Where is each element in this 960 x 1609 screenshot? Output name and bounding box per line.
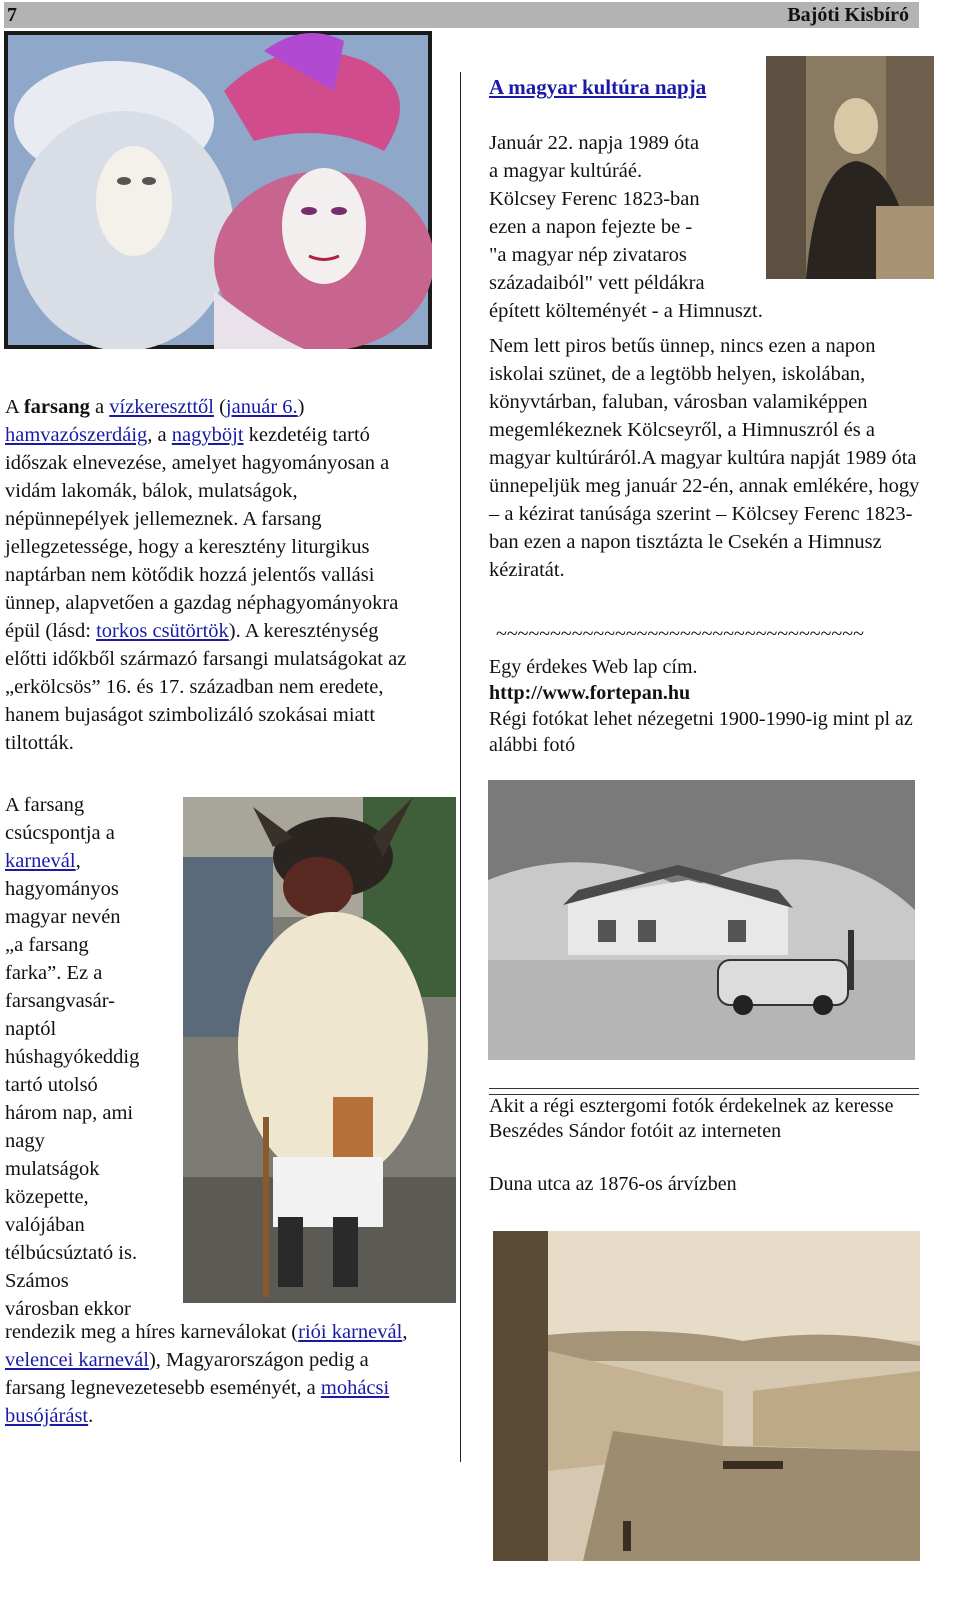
text-line: A farsang: [5, 794, 85, 816]
text-segment: ,: [75, 850, 81, 872]
text-segment: (: [213, 396, 226, 418]
text-segment: , a: [147, 424, 172, 446]
text-line: naptól: [5, 1018, 57, 1040]
text-line: farsangvasár-: [5, 990, 115, 1012]
text-line: ezen a napon fejezte be -: [489, 216, 693, 238]
bold-term: farsang: [23, 396, 90, 418]
web-section: [489, 654, 921, 758]
text-line: magyar nevén: [5, 906, 121, 928]
esztergom-text: Akit a régi esztergomi fotók érdekelnek az keresse Beszédes Sándor fotóit az interneten: [489, 1095, 894, 1142]
text-line: századaiból" vett példákra: [489, 272, 705, 294]
text-line: télbúcsúztató is.: [5, 1242, 138, 1264]
text-segment: ), Magyarországon pedig a farsang legnevezetesebb eseményét, a: [5, 1349, 369, 1399]
page-header: [4, 2, 919, 28]
text-segment: ,: [402, 1321, 408, 1343]
karneval-paragraph-tail: [5, 1318, 425, 1430]
text-line: nagy: [5, 1130, 45, 1152]
text-segment: ): [297, 396, 305, 418]
link-januar[interactable]: január 6.: [225, 396, 298, 418]
column-divider: [460, 72, 461, 1462]
text-segment: .: [88, 1405, 94, 1427]
text-line: hagyományos: [5, 878, 119, 900]
esztergom-note: [489, 1094, 919, 1144]
link-nagybojt[interactable]: nagyböjt: [171, 424, 244, 446]
fortepan-bus-photo: [488, 780, 915, 1060]
text-line: három nap, ami: [5, 1102, 134, 1124]
text-line: Számos: [5, 1270, 69, 1292]
text-line: városban ekkor: [5, 1298, 131, 1320]
newsletter-title: Bajóti Kisbíró: [787, 4, 909, 26]
farsang-article: [5, 393, 425, 757]
tilde-separator: ~~~~~~~~~~~~~~~~~~~~~~~~~~~~~~~~~~: [496, 623, 864, 645]
text-line: „a farsang: [5, 934, 89, 956]
text-line: a magyar kultúráé.: [489, 160, 643, 182]
text-line: Kölcsey Ferenc 1823-ban: [489, 188, 700, 210]
text-line: mulatságok: [5, 1158, 100, 1180]
kultura-paragraph: [489, 332, 921, 584]
fortepan-url[interactable]: http://www.fortepan.hu: [489, 682, 691, 704]
web-description: Régi fotókat lehet nézegetni 1900-1990-ig mint pl az alábbi fotó: [489, 708, 913, 756]
text-line: Január 22. napja 1989 óta: [489, 132, 700, 154]
heading-magyar-kultura-napja[interactable]: A magyar kultúra napja: [489, 75, 707, 99]
text-line: húshagyókeddig: [5, 1046, 140, 1068]
duna-utca-flood-photo: [493, 1231, 920, 1561]
text-line: "a magyar nép zivataros: [489, 244, 687, 266]
kultura-text: Nem lett piros betűs ünnep, nincs ezen a napon iskolai szünet, de a legtöbb helyen, iskolában, könyvtárban, faluban, városban valamiképpen megemlékeznek Kölcseyről, a Himnuszról és a magyar kultúráról.A magyar kultúra napját 1989 óta ünnepeljük meg január 22-én, annak emlékére, hogy – a kézirat tanúsága szerint – Kölcsey Ferenc 1823-ban ezen a napon tisztázta le Csekén a Himnusz kéziratát.: [489, 335, 920, 581]
text-segment: kezdetéig tartó időszak elnevezése, amelyet hagyományosan a vidám lakomák, bálok, mulatságok, népünnepélyek jellemeznek. A farsang jellegzetessége, hogy a keresztény liturgikus naptárban nem kötődik hozzá jelentős vallási ünnep, alapvetően a gazdag néphagyományokra épül (lásd:: [5, 424, 399, 642]
text-line: épített költeményét - a Himnuszt.: [489, 300, 763, 322]
text-line: tartó utolsó: [5, 1074, 98, 1096]
link-karneval[interactable]: karnevál: [5, 850, 76, 872]
text-line: valójában: [5, 1214, 85, 1236]
text-line: csúcspontja a: [5, 822, 115, 844]
text-line: farka”. Ez a: [5, 962, 103, 984]
carnival-masks-photo: [4, 31, 432, 349]
text-segment: a: [89, 396, 110, 418]
link-vizkereszt[interactable]: vízkereszttől: [109, 396, 214, 418]
link-velencei-karneval[interactable]: velencei karnevál: [5, 1349, 149, 1371]
web-intro: Egy érdekes Web lap cím.: [489, 656, 698, 678]
kultura-intro: [489, 129, 929, 325]
text-segment: A: [5, 396, 24, 418]
link-rioi-karneval[interactable]: riói karnevál: [298, 1321, 403, 1343]
text-line: közepette,: [5, 1186, 89, 1208]
link-torkos-csutortok[interactable]: torkos csütörtök: [96, 620, 229, 642]
buso-costume-photo: [183, 797, 456, 1303]
link-hamvazoszerda[interactable]: hamvazószerdáig: [5, 424, 148, 446]
karneval-paragraph: [5, 791, 183, 1323]
text-segment: rendezik meg a híres karneválokat (: [5, 1321, 299, 1343]
link-mohacsi-busojaras[interactable]: mohácsi busójárást: [5, 1377, 390, 1427]
farsang-paragraph: [5, 393, 425, 757]
photo-caption: Duna utca az 1876-os árvízben: [489, 1173, 737, 1195]
page-number: 7: [7, 4, 17, 26]
text-segment: ). A kereszténység előtti időkből származó farsangi mulatságokat az „erkölcsös” 16. és 17. században nem eredete, hanem bujaságot szimbolizáló szokásai miatt tiltották.: [5, 620, 407, 754]
